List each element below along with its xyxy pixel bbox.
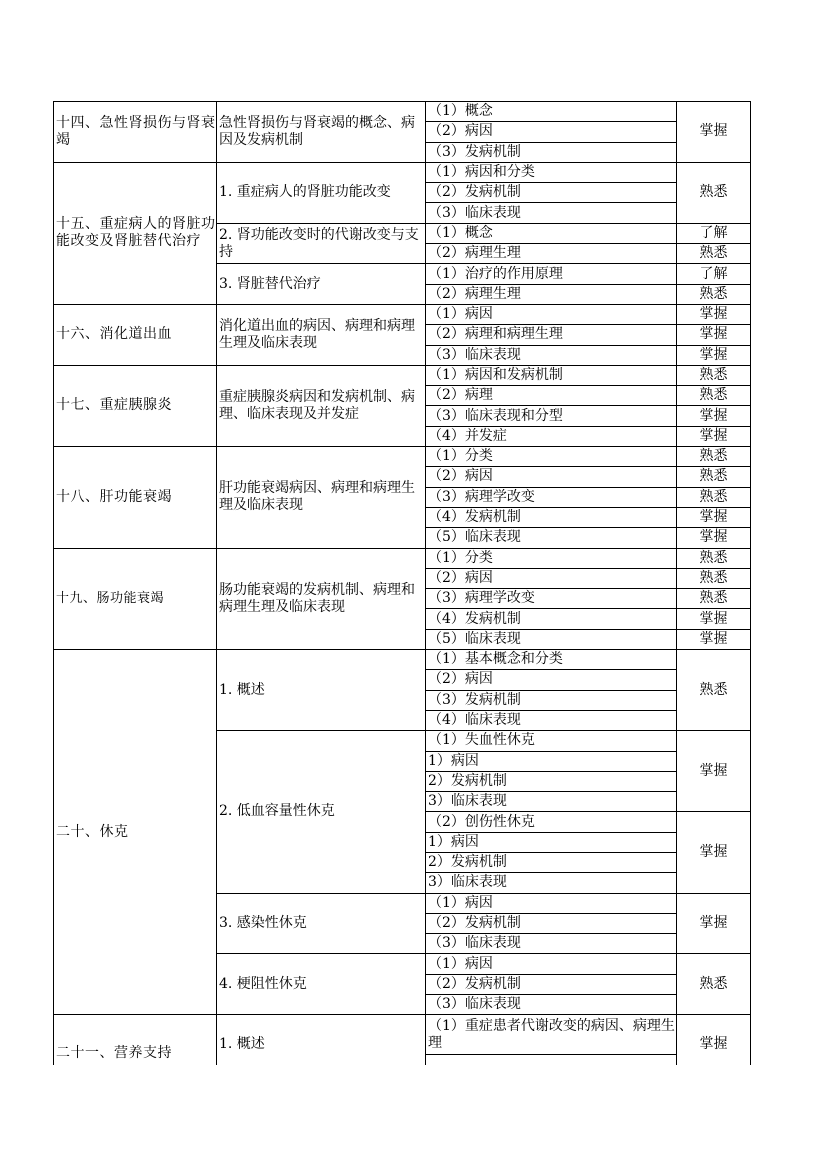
item-cell: （3）临床表现 — [426, 934, 677, 954]
topic-cell: 肠功能衰竭的发病机制、病理和病理生理及临床表现 — [217, 548, 426, 649]
item-cell: （2）病理生理 — [426, 244, 677, 264]
section-title: 十九、肠功能衰竭 — [54, 548, 217, 649]
topic-cell: 2. 肾功能改变时的代谢改变与支持 — [217, 223, 426, 264]
level-cell: 掌握 — [677, 102, 751, 163]
table-row — [54, 102, 751, 122]
level-cell: 熟悉 — [677, 162, 751, 223]
level-cell: 熟悉 — [677, 650, 751, 731]
item-cell: （3）发病机制 — [426, 690, 677, 710]
section-title: 二十一、营养支持 — [54, 1015, 217, 1065]
item-cell: 2）发病机制 — [426, 852, 677, 872]
topic-cell: 3. 肾脏替代治疗 — [217, 264, 426, 305]
level-cell: 掌握 — [677, 406, 751, 426]
table-row — [54, 162, 751, 182]
section-title: 十五、重症病人的肾脏功能改变及肾脏替代治疗 — [54, 162, 217, 304]
topic-cell: 4. 梗阻性休克 — [217, 954, 426, 1015]
level-cell: 掌握 — [677, 893, 751, 954]
item-cell: （2）病理 — [426, 386, 677, 406]
level-cell: 掌握 — [677, 345, 751, 365]
item-cell: （3）病理学改变 — [426, 589, 677, 609]
level-cell: 了解 — [677, 264, 751, 284]
item-cell: （1）分类 — [426, 447, 677, 467]
item-cell: （1）病因和分类 — [426, 162, 677, 182]
item-cell: （2）病因 — [426, 467, 677, 487]
level-cell: 掌握 — [677, 304, 751, 324]
table-row — [54, 304, 751, 324]
item-cell: （2）发病机制 — [426, 183, 677, 203]
item-cell: 2）发病机制 — [426, 771, 677, 791]
table-row — [54, 365, 751, 385]
item-cell: （3）临床表现 — [426, 203, 677, 223]
item-cell: （1）基本概念和分类 — [426, 650, 677, 670]
level-cell: 掌握 — [677, 1015, 751, 1065]
level-cell: 熟悉 — [677, 487, 751, 507]
item-cell: （3）临床表现 — [426, 345, 677, 365]
item-cell: （2）创伤性休克 — [426, 812, 677, 832]
level-cell: 熟悉 — [677, 365, 751, 385]
topic-cell: 急性肾损伤与肾衰竭的概念、病因及发病机制 — [217, 102, 426, 163]
level-cell: 掌握 — [677, 629, 751, 649]
item-cell: （3）临床表现 — [426, 995, 677, 1015]
item-cell: （5）临床表现 — [426, 528, 677, 548]
level-cell: 熟悉 — [677, 467, 751, 487]
level-cell: 掌握 — [677, 731, 751, 812]
level-cell: 熟悉 — [677, 589, 751, 609]
item-cell: （1）重症患者代谢改变的病因、病理生理 — [426, 1015, 677, 1055]
item-cell: （1）失血性休克 — [426, 731, 677, 751]
item-cell: （3）病理学改变 — [426, 487, 677, 507]
item-cell: （1）病因 — [426, 304, 677, 324]
topic-cell: 肝功能衰竭病因、病理和病理生理及临床表现 — [217, 447, 426, 548]
item-cell: （5）临床表现 — [426, 629, 677, 649]
item-cell: （4）发病机制 — [426, 609, 677, 629]
item-cell: （1）病因和发病机制 — [426, 365, 677, 385]
item-cell: （3）发病机制 — [426, 142, 677, 162]
level-cell: 熟悉 — [677, 284, 751, 304]
section-title: 十八、肝功能衰竭 — [54, 447, 217, 548]
level-cell: 掌握 — [677, 812, 751, 893]
topic-cell: 消化道出血的病因、病理和病理生理及临床表现 — [217, 304, 426, 365]
level-cell: 掌握 — [677, 528, 751, 548]
section-title: 十四、急性肾损伤与肾衰竭 — [54, 102, 217, 163]
item-cell: （2）病因 — [426, 122, 677, 142]
item-cell: （1）治疗的作用原理 — [426, 264, 677, 284]
topic-cell: 重症胰腺炎病因和发病机制、病理、临床表现及并发症 — [217, 365, 426, 446]
item-cell: （2）发病机制 — [426, 913, 677, 933]
item-cell: （1）概念 — [426, 223, 677, 243]
level-cell: 掌握 — [677, 609, 751, 629]
topic-cell: 2. 低血容量性休克 — [217, 731, 426, 893]
item-cell: （1）分类 — [426, 548, 677, 568]
item-cell: （1）病因 — [426, 893, 677, 913]
item-cell: （4）发病机制 — [426, 507, 677, 527]
topic-cell: 3. 感染性休克 — [217, 893, 426, 954]
topic-cell: 1. 重症病人的肾脏功能改变 — [217, 162, 426, 223]
item-cell: （2）病因 — [426, 670, 677, 690]
section-title: 十六、消化道出血 — [54, 304, 217, 365]
level-cell: 熟悉 — [677, 548, 751, 568]
level-cell: 熟悉 — [677, 386, 751, 406]
level-cell: 熟悉 — [677, 954, 751, 1015]
level-cell: 掌握 — [677, 325, 751, 345]
level-cell: 熟悉 — [677, 568, 751, 588]
item-cell: （4）并发症 — [426, 426, 677, 446]
topic-cell: 1. 概述 — [217, 1015, 426, 1065]
item-cell: （1）概念 — [426, 102, 677, 122]
item-cell: （2）病理和病理生理 — [426, 325, 677, 345]
table-row — [54, 447, 751, 467]
item-cell: 3）临床表现 — [426, 873, 677, 893]
table-row — [54, 650, 751, 670]
syllabus-table — [53, 101, 751, 1065]
item-cell: （2）病因 — [426, 568, 677, 588]
table-row — [54, 1015, 751, 1055]
item-cell: 1）病因 — [426, 751, 677, 771]
item-cell: （4）临床表现 — [426, 710, 677, 730]
item-cell: （2）发病机制 — [426, 974, 677, 994]
level-cell: 了解 — [677, 223, 751, 243]
topic-cell: 1. 概述 — [217, 650, 426, 731]
level-cell: 掌握 — [677, 426, 751, 446]
item-cell: （1）病因 — [426, 954, 677, 974]
item-cell: 1）病因 — [426, 832, 677, 852]
item-cell: （2）病理生理 — [426, 284, 677, 304]
table-row — [54, 548, 751, 568]
level-cell: 熟悉 — [677, 447, 751, 467]
section-title: 十七、重症胰腺炎 — [54, 365, 217, 446]
level-cell: 熟悉 — [677, 244, 751, 264]
section-title: 二十、休克 — [54, 650, 217, 1015]
level-cell: 掌握 — [677, 507, 751, 527]
item-cell: （3）临床表现和分型 — [426, 406, 677, 426]
item-cell — [426, 1055, 677, 1065]
item-cell: 3）临床表现 — [426, 792, 677, 812]
